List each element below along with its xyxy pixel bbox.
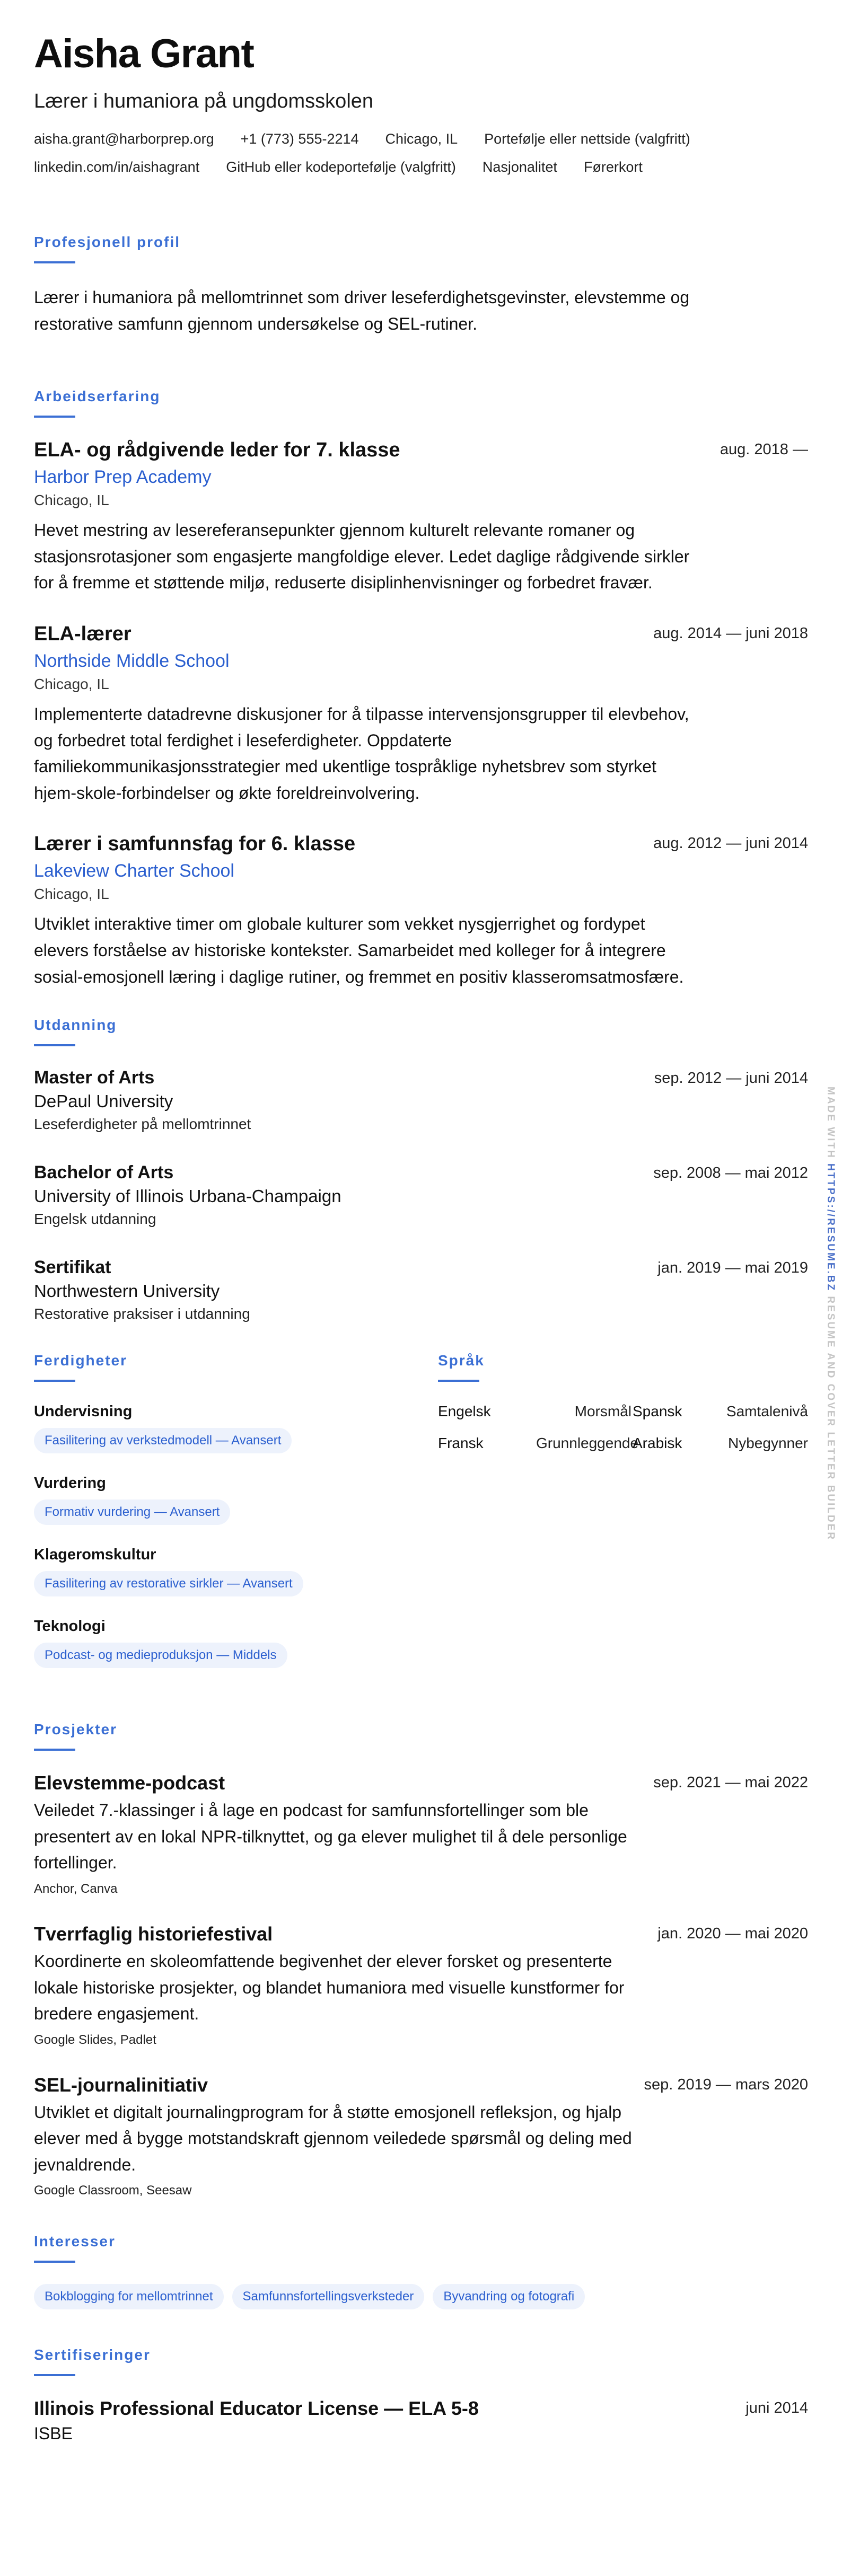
project-dates: sep. 2021 — mai 2022 — [653, 1774, 808, 1792]
contact-github[interactable]: GitHub eller kodeportefølje (valgfritt) — [226, 159, 456, 175]
skills-languages-row — [34, 1352, 808, 1689]
language-name: Engelsk — [438, 1403, 491, 1420]
employer-link[interactable]: Northside Middle School — [34, 650, 230, 671]
skills-section — [34, 1352, 438, 1689]
project-dates: sep. 2019 — mars 2020 — [644, 2076, 808, 2093]
section-divider — [34, 2261, 75, 2263]
language-name: Arabisk — [633, 1435, 682, 1452]
project-entry — [34, 1923, 808, 2048]
certification-issuer: ISBE — [34, 2424, 73, 2443]
section-divider — [34, 261, 75, 263]
skill-category: Teknologi — [34, 1618, 106, 1635]
profile-summary: Lærer i humaniora på mellomtrinnet som driver leseferdighetsgevinster, elevstemme og restorative samfunn gjennom undersøkelse og SEL-rutiner. — [34, 288, 690, 333]
contact-location: Chicago, IL — [385, 131, 458, 147]
skill-group — [34, 1403, 438, 1453]
contact-linkedin[interactable]: linkedin.com/in/aishagrant — [34, 159, 200, 175]
experience-entry — [34, 439, 808, 596]
language-level: Samtalenivå — [726, 1403, 808, 1420]
section-divider — [438, 1380, 479, 1382]
skill-tag: Fasilitering av verkstedmodell — Avansert — [34, 1428, 292, 1453]
job-title: ELA-lærer — [34, 622, 131, 645]
education-section — [34, 1017, 808, 1322]
project-tools: Anchor, Canva — [34, 1881, 118, 1896]
degree-name: Bachelor of Arts — [34, 1162, 174, 1183]
job-title: Lærer i samfunnsfag for 6. klasse — [34, 833, 356, 855]
interest-list — [34, 2284, 808, 2309]
skill-tag: Fasilitering av restorative sirkler — Avansert — [34, 1571, 303, 1596]
languages-section — [438, 1352, 808, 1689]
education-entry — [34, 1257, 808, 1322]
section-divider — [34, 2374, 75, 2376]
contact-nationality: Nasjonalitet — [482, 159, 557, 175]
credit-prefix: MADE WITH — [825, 1087, 836, 1159]
contact-list — [34, 131, 797, 175]
education-dates: jan. 2019 — mai 2019 — [657, 1259, 808, 1277]
candidate-title: Lærer i humaniora på ungdomsskolen — [34, 90, 374, 112]
project-description: Koordinerte en skoleomfattende begivenhet der elever forsket og presenterte lokale historiske prosjekter, og blandet humaniora med visuelle kunstformer for bredere engasjement. — [34, 1951, 625, 2024]
section-heading: Prosjekter — [34, 1721, 117, 1738]
interest-tag: Samfunnsfortellingsverksteder — [232, 2284, 425, 2309]
language-level: Grunnleggende — [536, 1435, 639, 1452]
language-list — [438, 1403, 808, 1452]
section-divider — [34, 1749, 75, 1751]
job-description: Utviklet interaktive timer om globale kulturer som vekket nysgjerrighet og fordypet elevers forståelse av historiske kontekster. Samarbeidet med kolleger for å integrere sosial-emosjonell læring i daglige rutiner, og fremmet en positiv klasseromsatmosfære. — [34, 914, 684, 986]
skill-category: Klageromskultur — [34, 1546, 156, 1564]
section-heading: Interesser — [34, 2233, 116, 2250]
projects-section — [34, 1721, 808, 2198]
skill-group — [34, 1618, 438, 1668]
project-entry — [34, 2074, 808, 2199]
skill-tag: Formativ vurdering — Avansert — [34, 1499, 230, 1525]
section-divider — [34, 1380, 75, 1382]
job-title: ELA- og rådgivende leder for 7. klasse — [34, 439, 400, 462]
field-of-study: Restorative praksiser i utdanning — [34, 1305, 250, 1322]
experience-entry — [34, 623, 808, 806]
certification-name: Illinois Professional Educator License — ELA 5-8 — [34, 2397, 479, 2420]
language-name: Fransk — [438, 1435, 484, 1452]
contact-portfolio[interactable]: Portefølje eller nettside (valgfritt) — [484, 131, 690, 147]
certifications-section — [34, 2346, 808, 2443]
contact-drivers-license: Førerkort — [583, 159, 643, 175]
job-dates: aug. 2014 — juni 2018 — [653, 624, 808, 642]
job-dates: aug. 2012 — juni 2014 — [653, 835, 808, 852]
degree-name: Master of Arts — [34, 1068, 155, 1088]
section-heading: Arbeidserfaring — [34, 388, 161, 405]
skill-group — [34, 1546, 438, 1596]
project-title: Elevstemme-podcast — [34, 1772, 225, 1794]
contact-email[interactable]: aisha.grant@harborprep.org — [34, 131, 214, 147]
certification-entry — [34, 2397, 808, 2443]
education-dates: sep. 2012 — juni 2014 — [654, 1070, 808, 1087]
section-heading: Utdanning — [34, 1017, 117, 1034]
school-name: DePaul University — [34, 1091, 173, 1111]
job-description: Implementerte datadrevne diskusjoner for å tilpasse intervensjonsgrupper til elevbehov, og forbedret total ferdighet i leseferdigheter. Oppdaterte familiekommunikasjonsstrategier med ukentlige tospråklige nyhetsbrev som styrket hjem-skole-forbindelser og økte foreldreinvolvering. — [34, 704, 689, 802]
project-entry — [34, 1772, 808, 1896]
education-entry — [34, 1162, 808, 1228]
contact-phone[interactable]: +1 (773) 555-2214 — [240, 131, 359, 147]
project-dates: jan. 2020 — mai 2020 — [657, 1925, 808, 1942]
credit-link[interactable]: HTTPS://RESUME.BZ — [825, 1163, 836, 1292]
job-location: Chicago, IL — [34, 492, 109, 509]
builder-credit-text — [825, 1087, 836, 1541]
skill-category: Undervisning — [34, 1403, 133, 1421]
candidate-name: Aisha Grant — [34, 31, 254, 76]
field-of-study: Leseferdigheter på mellomtrinnet — [34, 1116, 251, 1133]
certification-date: juni 2014 — [745, 2399, 808, 2417]
section-heading: Sertifiseringer — [34, 2346, 151, 2363]
employer-link[interactable]: Harbor Prep Academy — [34, 467, 212, 488]
language-name: Spansk — [633, 1403, 682, 1420]
project-title: SEL-journalinitiativ — [34, 2074, 208, 2096]
field-of-study: Engelsk utdanning — [34, 1211, 156, 1228]
interest-tag: Byvandring og fotografi — [433, 2284, 585, 2309]
project-title: Tverrfaglig historiefestival — [34, 1922, 273, 1945]
skill-tag: Podcast- og medieproduksjon — Middels — [34, 1643, 287, 1668]
school-name: University of Illinois Urbana-Champaign — [34, 1186, 341, 1206]
project-description: Utviklet et digitalt journalingprogram for å støtte emosjonell refleksjon, og hjalp elever med å bygge motstandskraft gjennom veiledede spørsmål og deling med jevnaldrende. — [34, 2102, 632, 2174]
education-entry — [34, 1068, 808, 1133]
interests-section — [34, 2233, 808, 2309]
builder-credit — [824, 1087, 837, 1617]
section-divider — [34, 1044, 75, 1046]
project-description: Veiledet 7.-klassinger i å lage en podcast for samfunnsfortellinger som ble presentert av en lokal NPR-tilknyttet, og ga elever mulighet til å dele personlige fortellinger. — [34, 1801, 627, 1873]
experience-entry — [34, 833, 808, 990]
employer-link[interactable]: Lakeview Charter School — [34, 861, 234, 881]
job-description: Hevet mestring av lesereferansepunkter gjennom kulturelt relevante romaner og stasjonsrotasjoner som engasjerte mangfoldige elever. Ledet daglige rådgivende sirkler for å fremme et støttende miljø, reduserte disiplinhenvisninger og forbedret fravær. — [34, 521, 690, 593]
interest-tag: Bokblogging for mellomtrinnet — [34, 2284, 224, 2309]
section-heading: Profesjonell profil — [34, 234, 181, 250]
skill-group — [34, 1475, 438, 1525]
language-level: Nybegynner — [728, 1435, 808, 1452]
degree-name: Sertifikat — [34, 1257, 111, 1278]
skill-category: Vurdering — [34, 1475, 106, 1492]
section-heading: Språk — [438, 1352, 485, 1369]
resume-header — [34, 31, 808, 175]
job-dates: aug. 2018 — — [720, 441, 808, 458]
job-location: Chicago, IL — [34, 675, 109, 692]
section-heading: Ferdigheter — [34, 1352, 128, 1369]
education-dates: sep. 2008 — mai 2012 — [653, 1165, 808, 1182]
resume-page — [34, 31, 808, 2470]
language-level: Morsmål — [574, 1403, 631, 1420]
experience-section — [34, 388, 808, 990]
section-divider — [34, 416, 75, 418]
credit-suffix: RESUME AND COVER LETTER BUILDER — [825, 1296, 836, 1541]
project-tools: Google Slides, Padlet — [34, 2032, 156, 2047]
job-location: Chicago, IL — [34, 886, 109, 903]
school-name: Northwestern University — [34, 1281, 220, 1301]
project-tools: Google Classroom, Seesaw — [34, 2183, 192, 2198]
profile-section — [34, 234, 808, 337]
